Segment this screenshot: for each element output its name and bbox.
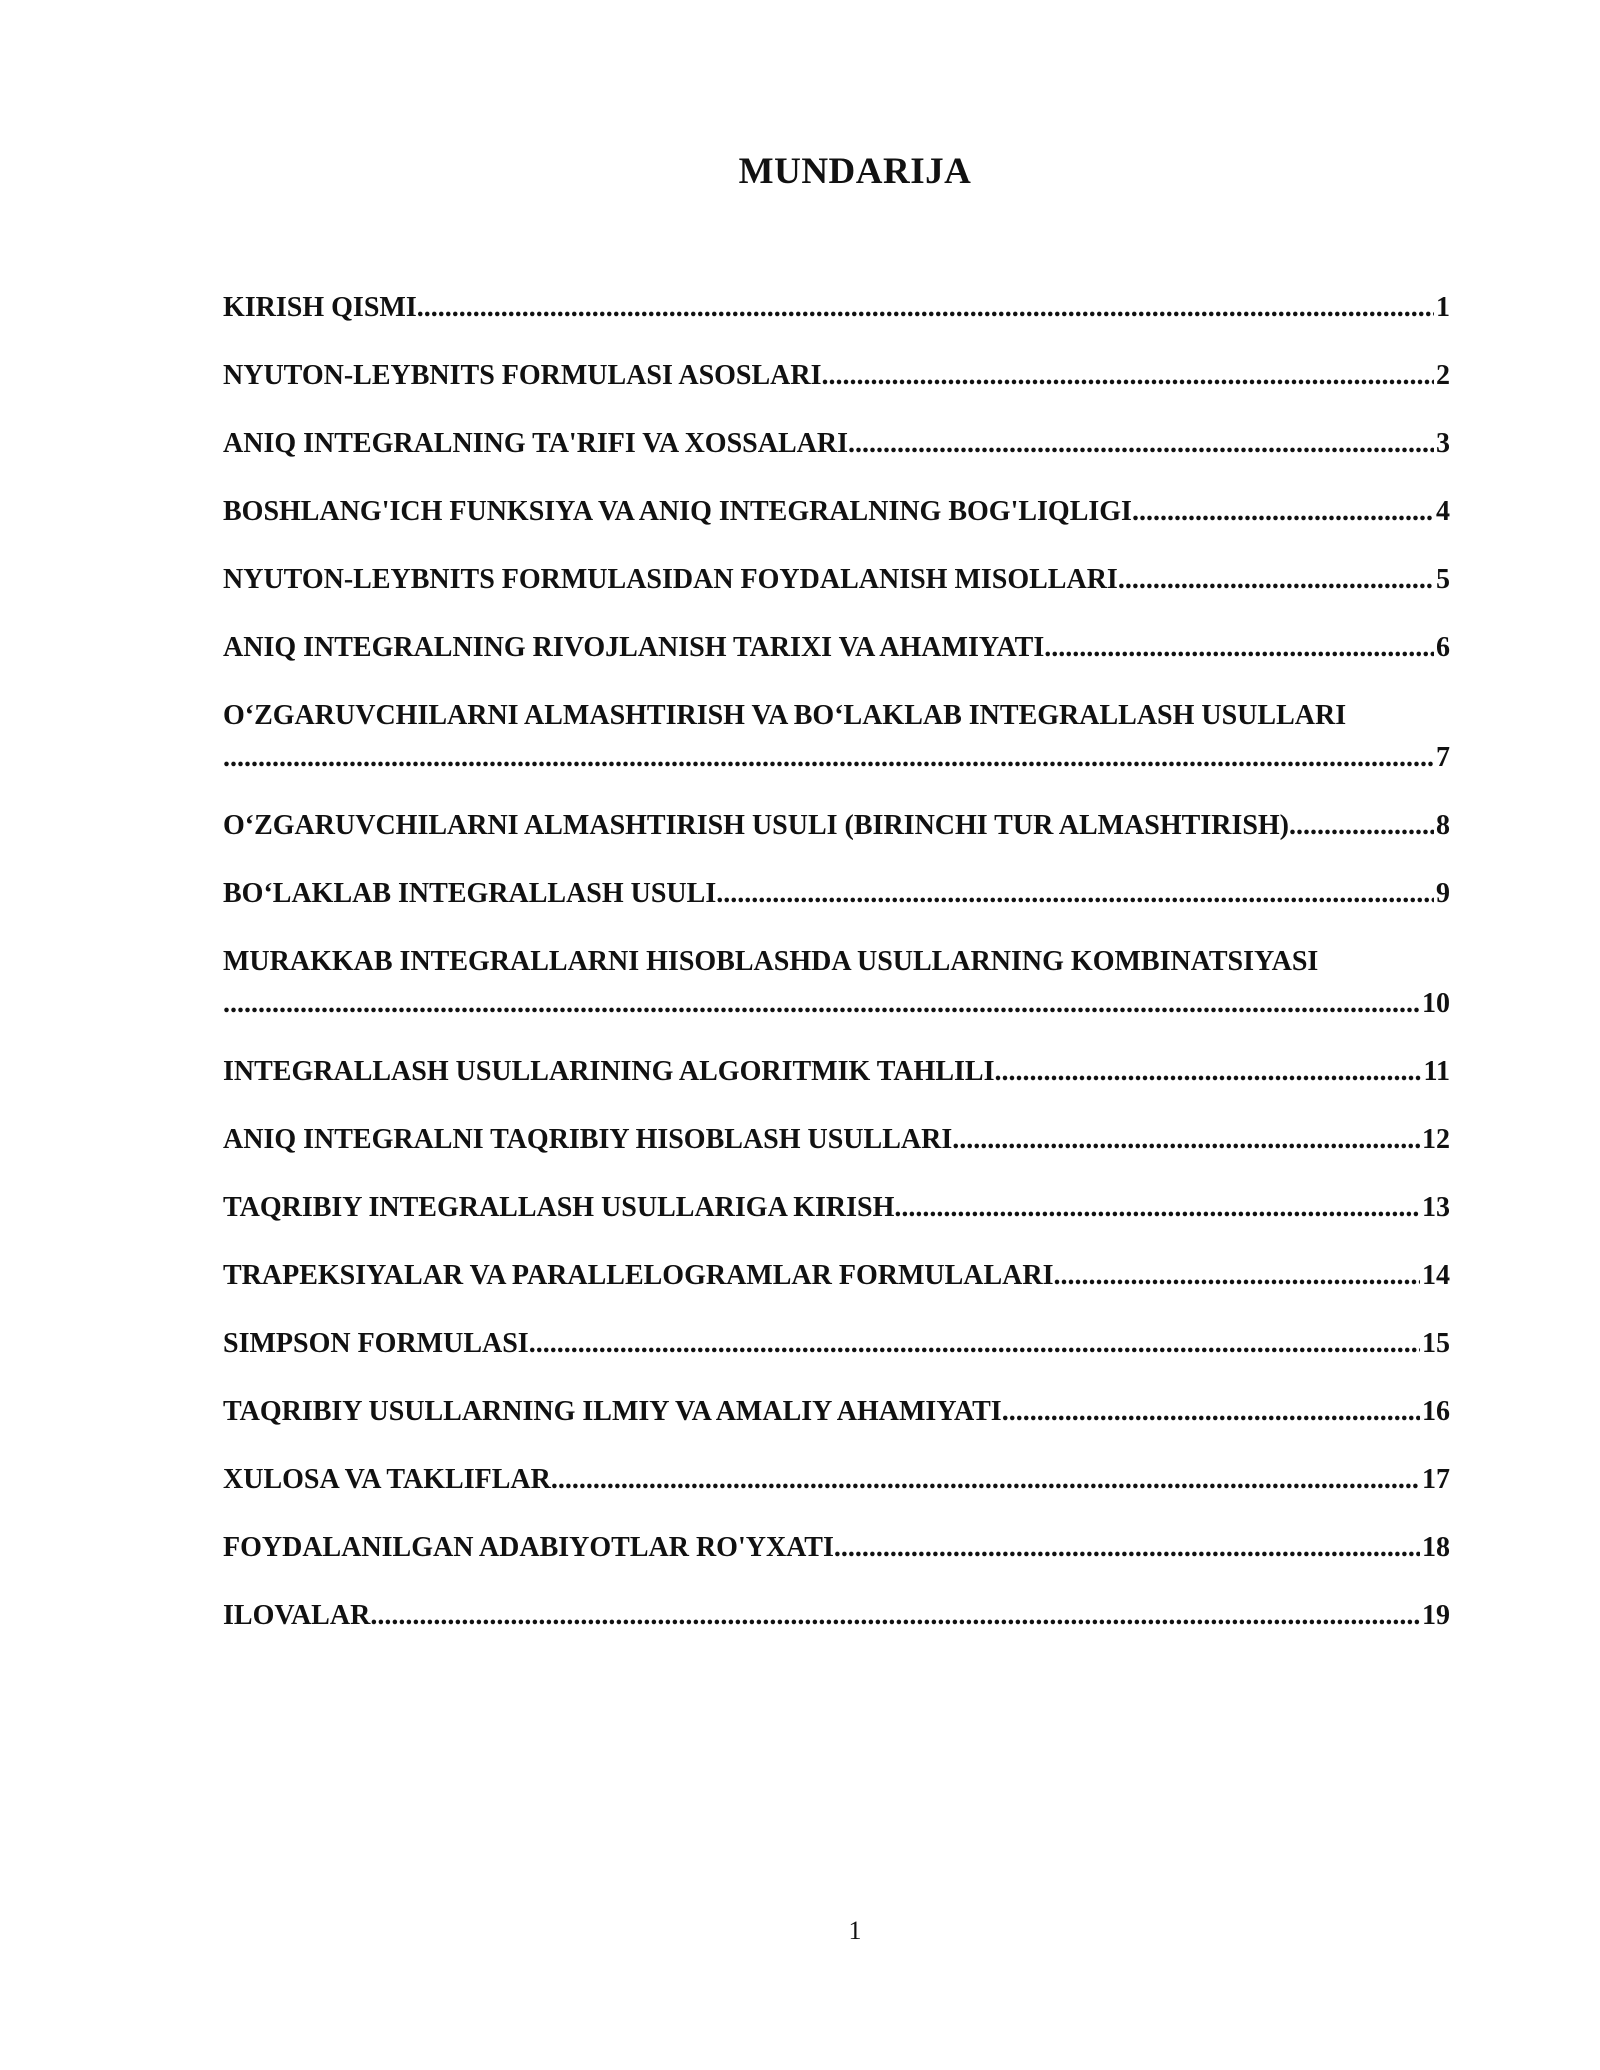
- toc-dot-leader: [994, 1051, 1421, 1093]
- toc-entry-page: 14: [1422, 1260, 1450, 1291]
- toc-entry-page: 12: [1422, 1124, 1450, 1155]
- toc-dot-leader: [834, 1527, 1420, 1569]
- toc-dot-leader: [1118, 559, 1434, 601]
- toc-entry[interactable]: [223, 1459, 1450, 1501]
- toc-entry-page: 5: [1436, 564, 1450, 595]
- toc-entry-page: 19: [1422, 1600, 1450, 1631]
- toc-entry-page: 2: [1436, 360, 1450, 391]
- toc-dot-leader: [1054, 1255, 1420, 1297]
- toc-entry-title: BOSHLANG'ICH FUNKSIYA VA ANIQ INTEGRALNING BOG'LIQLIGI: [223, 496, 1132, 527]
- toc-entry-title: ANIQ INTEGRALNING TA'RIFI VA XOSSALARI: [223, 428, 848, 459]
- toc-entry-page: 16: [1422, 1396, 1450, 1427]
- toc-dot-leader: [952, 1119, 1420, 1161]
- toc-entry[interactable]: [223, 1527, 1450, 1569]
- toc-entry-title: INTEGRALLASH USULLARINING ALGORITMIK TAHLILI: [223, 1056, 995, 1087]
- toc-entry[interactable]: [223, 491, 1450, 533]
- toc-entry-title: TAQRIBIY USULLARNING ILMIY VA AMALIY AHAMIYATI: [223, 1396, 1002, 1427]
- toc-entry-title: TRAPEKSIYALAR VA PARALLELOGRAMLAR FORMULALARI: [223, 1260, 1054, 1291]
- toc-dot-leader: [1002, 1391, 1420, 1433]
- toc-entry[interactable]: [223, 1187, 1450, 1229]
- toc-entry-title: SIMPSON FORMULASI: [223, 1328, 529, 1359]
- toc-dot-leader: [417, 287, 1434, 329]
- toc-entry-page: 10: [1422, 988, 1450, 1019]
- toc-entry-page: 6: [1436, 632, 1450, 663]
- toc-entry-page: 18: [1422, 1532, 1450, 1563]
- toc-entry[interactable]: [223, 873, 1450, 915]
- toc-dot-leader: [370, 1595, 1420, 1637]
- toc-dot-leader: [1132, 491, 1434, 533]
- toc-entry[interactable]: [223, 805, 1450, 847]
- toc-entry[interactable]: [223, 941, 1450, 1025]
- toc-entry-title: O‘ZGARUVCHILARNI ALMASHTIRISH USULI (BIRINCHI TUR ALMASHTIRISH): [223, 810, 1290, 841]
- toc-entry-title: ANIQ INTEGRALNING RIVOJLANISH TARIXI VA AHAMIYATI: [223, 632, 1045, 663]
- toc-entry[interactable]: [223, 287, 1450, 329]
- toc-entry[interactable]: [223, 1595, 1450, 1637]
- toc-entry[interactable]: [223, 627, 1450, 669]
- toc-dot-leader: [529, 1323, 1420, 1365]
- toc-entry-page: 4: [1436, 496, 1450, 527]
- toc-dot-leader: [1044, 627, 1434, 669]
- toc-entry-page: 9: [1436, 878, 1450, 909]
- toc-entry-page: 3: [1436, 428, 1450, 459]
- toc-entry-page: 13: [1422, 1192, 1450, 1223]
- toc-dot-leader: [223, 737, 1434, 779]
- toc-entry[interactable]: [223, 1391, 1450, 1433]
- toc-entry-title: MURAKKAB INTEGRALLARNI HISOBLASHDA USULLARNING KOMBINATSIYASI: [223, 946, 1319, 977]
- toc-entry[interactable]: [223, 355, 1450, 397]
- toc-entry-title: ILOVALAR: [223, 1600, 371, 1631]
- toc-entry-page: 1: [1436, 292, 1450, 323]
- toc-entry-title: XULOSA VA TAKLIFLAR: [223, 1464, 551, 1495]
- page-title: MUNDARIJA: [738, 151, 972, 192]
- toc-entry-page: 7: [1436, 742, 1450, 773]
- toc-entry-page: 11: [1423, 1056, 1450, 1087]
- toc-entry[interactable]: [223, 695, 1450, 779]
- toc-entry[interactable]: [223, 559, 1450, 601]
- toc-entry-page: 17: [1422, 1464, 1450, 1495]
- toc-dot-leader: [822, 355, 1435, 397]
- toc-entry-title: NYUTON-LEYBNITS FORMULASIDAN FOYDALANISH MISOLLARI: [223, 564, 1118, 595]
- toc-entry-title: KIRISH QISMI: [223, 292, 417, 323]
- toc-entry[interactable]: [223, 1255, 1450, 1297]
- toc-dot-leader: [1289, 805, 1434, 847]
- toc-entry[interactable]: [223, 1323, 1450, 1365]
- toc-dot-leader: [551, 1459, 1420, 1501]
- toc-dot-leader: [223, 983, 1420, 1025]
- toc-entry[interactable]: [223, 1119, 1450, 1161]
- toc-entry-title: FOYDALANILGAN ADABIYOTLAR RO'YXATI: [223, 1532, 834, 1563]
- toc-entry[interactable]: [223, 1051, 1450, 1093]
- toc-entry-title: ANIQ INTEGRALNI TAQRIBIY HISOBLASH USULLARI: [223, 1124, 953, 1155]
- toc-entry-title: BO‘LAKLAB INTEGRALLASH USULI: [223, 878, 717, 909]
- toc-entry-page: 15: [1422, 1328, 1450, 1359]
- toc-entry-title: TAQRIBIY INTEGRALLASH USULLARIGA KIRISH: [223, 1192, 895, 1223]
- toc-dot-leader: [848, 423, 1434, 465]
- page-number: 1: [848, 1916, 862, 1945]
- toc-entry-page: 8: [1436, 810, 1450, 841]
- toc-dot-leader: [716, 873, 1434, 915]
- toc-entry[interactable]: [223, 423, 1450, 465]
- toc-dot-leader: [894, 1187, 1420, 1229]
- toc-entry-title: NYUTON-LEYBNITS FORMULASI ASOSLARI: [223, 360, 822, 391]
- toc-entry-title: O‘ZGARUVCHILARNI ALMASHTIRISH VA BO‘LAKLAB INTEGRALLASH USULLARI: [223, 700, 1347, 731]
- table-of-contents: [223, 287, 1450, 1663]
